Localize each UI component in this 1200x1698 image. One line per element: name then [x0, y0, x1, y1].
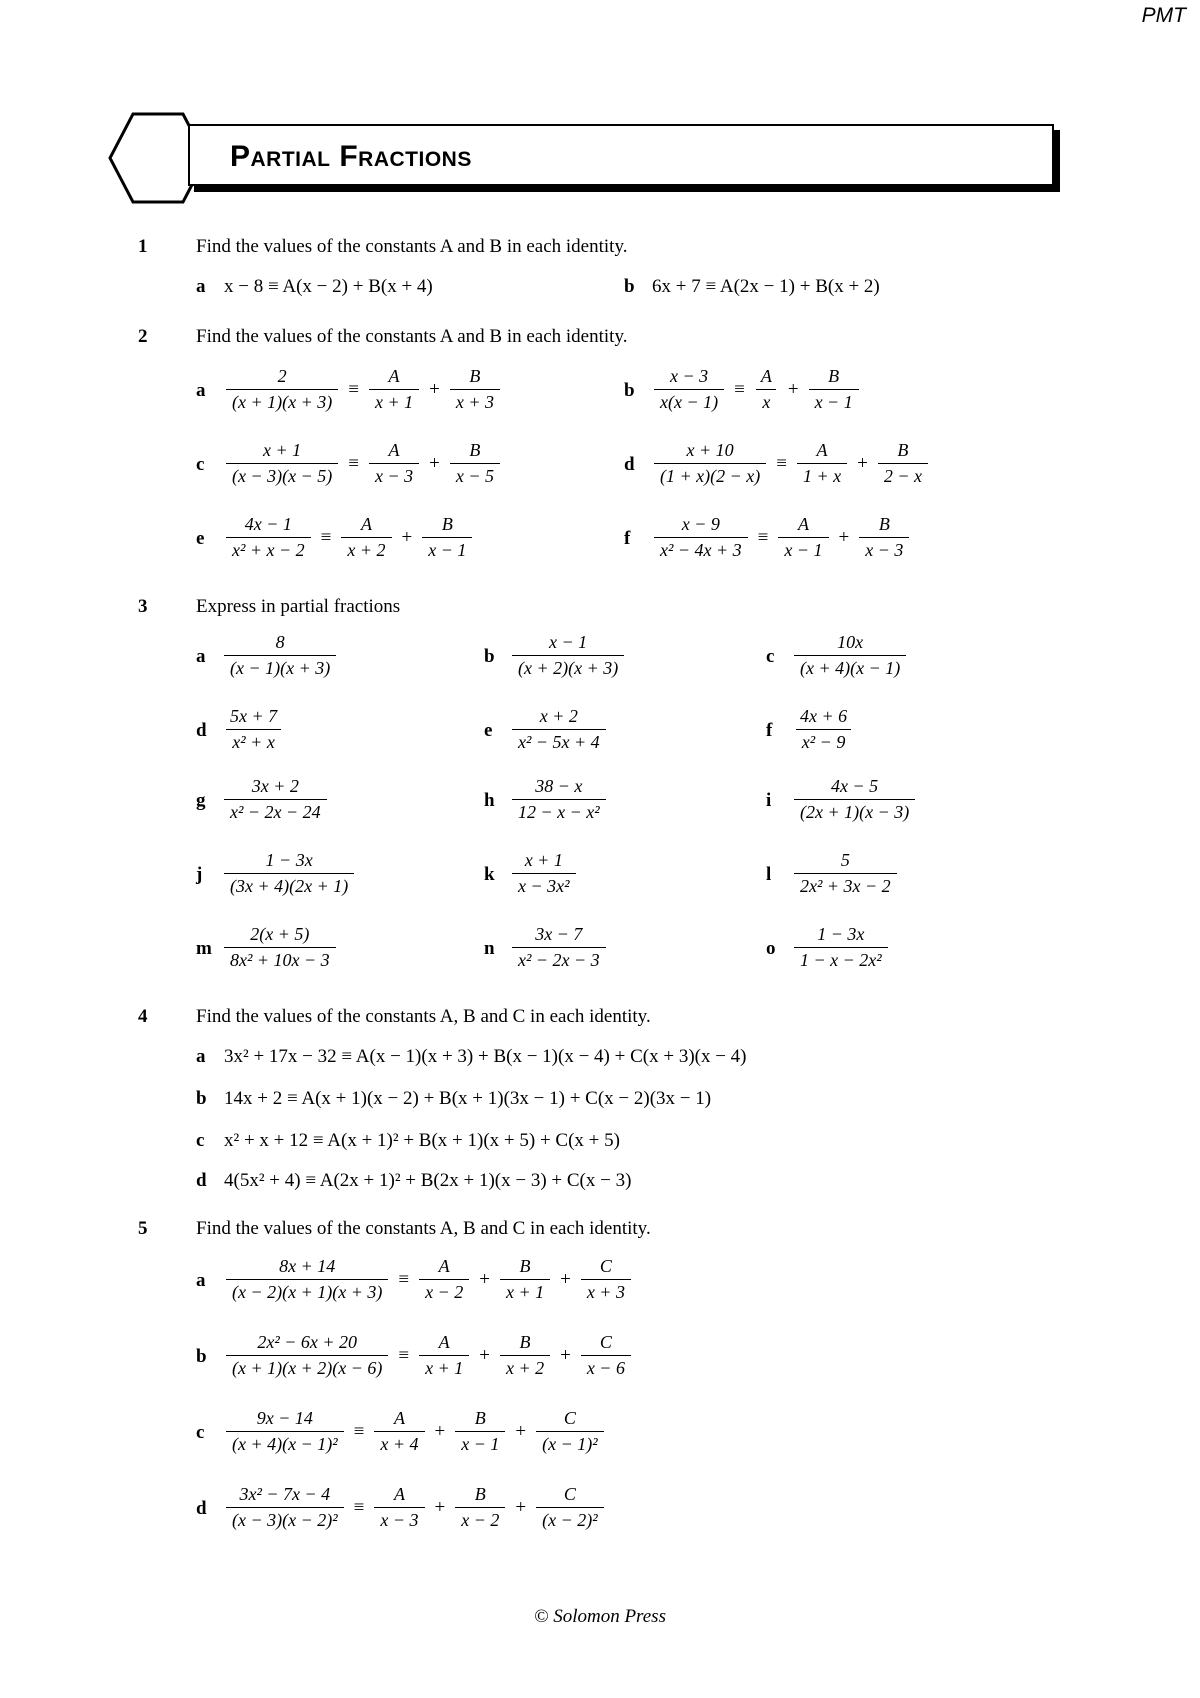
q3-h-expression-denominator: 12 − x − x²: [512, 799, 606, 823]
q3-part-f-fraction: [790, 706, 857, 753]
q2-e-lhs-denominator: x² + x − 2: [226, 537, 311, 561]
q3-part-k-fraction: [508, 850, 580, 897]
q3-part-b-fraction: [508, 632, 628, 679]
q5-c-term-a-denominator: x + 4: [374, 1431, 424, 1455]
q5-c-lhs-numerator: 9x − 14: [256, 1408, 313, 1428]
q3-l-expression: [794, 850, 897, 897]
equiv-symbol: ≡: [776, 452, 787, 474]
q5-part-c-identity: [222, 1408, 608, 1455]
q2-f-lhs: [654, 514, 748, 561]
q3-part-m-label: m: [196, 938, 212, 959]
question-4-prompt: Find the values of the constants A, B and C in each identity.: [196, 1006, 651, 1027]
q5-a-lhs: [226, 1256, 388, 1303]
q5-b-term-a: [419, 1332, 469, 1379]
q5-a-term-b: [500, 1256, 550, 1303]
q2-a-lhs: [226, 366, 338, 413]
q2-c-lhs-denominator: (x − 3)(x − 5): [226, 463, 338, 487]
q5-c-term-c: [536, 1408, 604, 1455]
q2-b-lhs-denominator: x(x − 1): [654, 389, 724, 413]
q3-i-expression: [794, 776, 915, 823]
q3-part-k-label: k: [484, 864, 495, 885]
equiv-symbol: ≡: [398, 1268, 410, 1290]
q3-part-o-fraction: [790, 924, 892, 971]
q3-f-expression-denominator: x² − 9: [796, 729, 852, 753]
q3-part-c-fraction: [790, 632, 910, 679]
q2-e-lhs: [226, 514, 311, 561]
q3-l-expression-denominator: 2x² + 3x − 2: [794, 873, 897, 897]
q2-e-term-a: [341, 514, 391, 561]
q3-e-expression: [512, 706, 606, 753]
q3-f-expression-numerator: 4x + 6: [800, 706, 848, 726]
q3-part-h-label: h: [484, 790, 495, 811]
q3-e-expression-numerator: x + 2: [539, 706, 578, 726]
q5-part-d-identity: [222, 1484, 608, 1531]
question-2-prompt: Find the values of the constants A and B in each identity.: [196, 326, 628, 347]
q5-b-term-a-numerator: A: [438, 1332, 450, 1352]
q2-f-lhs-denominator: x² − 4x + 3: [654, 537, 748, 561]
q5-d-term-a-numerator: A: [393, 1484, 405, 1504]
q2-d-term-b-denominator: 2 − x: [878, 463, 928, 487]
q3-part-j-label: j: [196, 864, 203, 885]
q3-part-g-label: g: [196, 790, 206, 811]
q2-c-term-a-denominator: x − 3: [369, 463, 419, 487]
q2-part-d-identity: [650, 440, 932, 487]
q5-b-lhs-numerator: 2x² − 6x + 20: [257, 1332, 358, 1352]
q5-c-term-b-denominator: x − 1: [455, 1431, 505, 1455]
q3-part-n-fraction: [508, 924, 610, 971]
q3-part-c-label: c: [766, 646, 775, 667]
q5-b-term-b: [500, 1332, 550, 1379]
q2-e-lhs-numerator: 4x − 1: [244, 514, 292, 534]
question-5-prompt: Find the values of the constants A, B and C in each identity.: [196, 1218, 651, 1239]
q2-c-lhs-numerator: x + 1: [263, 440, 302, 460]
q3-b-expression: [512, 632, 624, 679]
q2-part-f-label: f: [624, 528, 631, 549]
q2-e-term-b-denominator: x − 1: [422, 537, 472, 561]
q5-d-lhs-denominator: (x − 3)(x − 2)²: [226, 1507, 344, 1531]
q5-b-lhs: [226, 1332, 388, 1379]
q2-f-term-a-denominator: x − 1: [778, 537, 828, 561]
q2-part-b-label: b: [624, 380, 635, 401]
q2-b-term-a-numerator: A: [760, 366, 772, 386]
q5-part-b-identity: [222, 1332, 635, 1379]
q3-part-j-fraction: [220, 850, 358, 897]
q2-d-term-a: [797, 440, 847, 487]
page-tag: PMT: [1141, 4, 1186, 27]
question-1-number: 1: [138, 236, 148, 257]
q3-n-expression: [512, 924, 606, 971]
q3-part-l-fraction: [790, 850, 901, 897]
q3-b-expression-denominator: (x + 2)(x + 3): [512, 655, 624, 679]
question-5-number: 5: [138, 1218, 148, 1239]
q2-c-term-b-denominator: x − 5: [450, 463, 500, 487]
q2-b-term-b: [809, 366, 859, 413]
q3-c-expression-denominator: (x + 4)(x − 1): [794, 655, 906, 679]
q5-b-term-c-denominator: x − 6: [581, 1355, 631, 1379]
equiv-symbol: ≡: [320, 526, 332, 548]
q2-part-c-label: c: [196, 454, 205, 475]
q2-f-term-b-numerator: B: [878, 514, 890, 534]
question-1-prompt: Find the values of the constants A and B in each identity.: [196, 236, 628, 257]
q5-d-term-b: [455, 1484, 505, 1531]
q5-d-term-c-numerator: C: [563, 1484, 576, 1504]
q5-c-term-b: [455, 1408, 505, 1455]
plus-symbol: +: [787, 378, 799, 400]
q5-c-term-c-numerator: C: [563, 1408, 576, 1428]
q3-k-expression-numerator: x + 1: [524, 850, 563, 870]
q2-a-term-b-denominator: x + 3: [450, 389, 500, 413]
q2-a-term-a-denominator: x + 1: [369, 389, 419, 413]
q2-c-lhs: [226, 440, 338, 487]
q3-part-a-label: a: [196, 646, 206, 667]
q3-part-a-fraction: [220, 632, 340, 679]
q5-c-term-c-denominator: (x − 1)²: [536, 1431, 604, 1455]
plus-symbol: +: [857, 452, 868, 474]
q2-d-lhs: [654, 440, 766, 487]
q4-part-b-expression: 14x + 2 ≡ A(x + 1)(x − 2) + B(x + 1)(3x − 1) + C(x − 2)(3x − 1): [224, 1088, 712, 1109]
q2-d-lhs-numerator: x + 10: [686, 440, 734, 460]
q5-d-term-c-denominator: (x − 2)²: [536, 1507, 604, 1531]
q1-part-a-label: a: [196, 276, 206, 297]
equiv-symbol: ≡: [348, 452, 359, 474]
q4-part-b-label: b: [196, 1088, 207, 1109]
q3-part-b-label: b: [484, 646, 495, 667]
q3-o-expression-numerator: 1 − 3x: [817, 924, 865, 944]
question-3-prompt: Express in partial fractions: [196, 596, 401, 617]
q2-a-lhs-numerator: 2: [277, 366, 287, 386]
q3-part-i-fraction: [790, 776, 919, 823]
q5-a-lhs-numerator: 8x + 14: [279, 1256, 336, 1276]
q2-d-term-a-numerator: A: [816, 440, 828, 460]
q5-b-term-a-denominator: x + 1: [419, 1355, 469, 1379]
equiv-symbol: ≡: [353, 1496, 365, 1518]
q5-b-lhs-denominator: (x + 1)(x + 2)(x − 6): [226, 1355, 388, 1379]
plus-symbol: +: [515, 1496, 527, 1518]
q3-j-expression-numerator: 1 − 3x: [265, 850, 313, 870]
plus-symbol: +: [429, 378, 440, 400]
q2-c-term-b-numerator: B: [469, 440, 481, 460]
q4-part-c-expression: x² + x + 12 ≡ A(x + 1)² + B(x + 1)(x + 5) + C(x + 5): [224, 1130, 620, 1151]
q5-c-lhs: [226, 1408, 344, 1455]
equiv-symbol: ≡: [348, 378, 359, 400]
q2-c-term-b: [450, 440, 500, 487]
question-2-number: 2: [138, 326, 148, 347]
equiv-symbol: ≡: [734, 378, 745, 400]
q3-j-expression: [224, 850, 354, 897]
q1-part-b-expression: 6x + 7 ≡ A(2x − 1) + B(x + 2): [652, 276, 880, 297]
q3-part-e-label: e: [484, 720, 493, 741]
q5-c-term-a: [374, 1408, 424, 1455]
q3-part-d-fraction: [220, 706, 287, 753]
q2-a-term-b-numerator: B: [469, 366, 481, 386]
q5-d-term-b-numerator: B: [474, 1484, 486, 1504]
q2-part-b-identity: [650, 366, 863, 413]
q2-e-term-b: [422, 514, 472, 561]
q3-part-d-label: d: [196, 720, 207, 741]
q2-part-c-identity: [222, 440, 504, 487]
q5-part-d-label: d: [196, 1498, 207, 1519]
q3-part-m-fraction: [220, 924, 340, 971]
q2-f-term-b-denominator: x − 3: [859, 537, 909, 561]
q3-m-expression-denominator: 8x² + 10x − 3: [224, 947, 336, 971]
q3-c-expression-numerator: 10x: [837, 632, 864, 652]
q2-part-a-label: a: [196, 380, 206, 401]
q2-part-e-label: e: [196, 528, 205, 549]
q5-a-lhs-denominator: (x − 2)(x + 1)(x + 3): [226, 1279, 388, 1303]
plus-symbol: +: [838, 526, 850, 548]
q2-b-term-a-denominator: x: [756, 389, 776, 413]
q5-d-term-b-denominator: x − 2: [455, 1507, 505, 1531]
q5-a-term-a-numerator: A: [438, 1256, 450, 1276]
q3-a-expression-denominator: (x − 1)(x + 3): [224, 655, 336, 679]
q2-e-term-a-numerator: A: [360, 514, 372, 534]
q4-part-d-expression: 4(5x² + 4) ≡ A(2x + 1)² + B(2x + 1)(x − 3) + C(x − 3): [224, 1170, 632, 1191]
q5-a-term-b-denominator: x + 1: [500, 1279, 550, 1303]
q3-c-expression: [794, 632, 906, 679]
q5-part-b-label: b: [196, 1346, 207, 1367]
q4-part-a-expression: 3x² + 17x − 32 ≡ A(x − 1)(x + 3) + B(x − 1)(x − 4) + C(x + 3)(x − 4): [224, 1046, 747, 1067]
q2-f-lhs-numerator: x − 9: [681, 514, 720, 534]
q2-part-a-identity: [222, 366, 504, 413]
q3-d-expression-denominator: x² + x: [226, 729, 281, 753]
q3-i-expression-numerator: 4x − 5: [831, 776, 879, 796]
q2-f-term-a: [778, 514, 828, 561]
q3-part-l-label: l: [766, 864, 772, 885]
q3-d-expression-numerator: 5x + 7: [230, 706, 278, 726]
q3-n-expression-denominator: x² − 2x − 3: [512, 947, 606, 971]
q5-c-term-b-numerator: B: [474, 1408, 486, 1428]
q2-part-f-identity: [650, 514, 913, 561]
q1-part-a-expression: x − 8 ≡ A(x − 2) + B(x + 4): [224, 276, 433, 297]
q3-a-expression: [224, 632, 336, 679]
q2-c-term-a: [369, 440, 419, 487]
q3-part-o-label: o: [766, 938, 776, 959]
plus-symbol: +: [560, 1268, 571, 1290]
q2-e-term-b-numerator: B: [441, 514, 453, 534]
q3-h-expression: [512, 776, 606, 823]
q5-part-c-label: c: [196, 1422, 205, 1443]
footer-copyright: © Solomon Press: [534, 1606, 666, 1627]
q5-part-a-label: a: [196, 1270, 206, 1291]
q4-part-a-label: a: [196, 1046, 206, 1067]
q2-f-term-a-numerator: A: [797, 514, 809, 534]
q2-b-term-b-numerator: B: [828, 366, 840, 386]
q5-d-lhs-numerator: 3x² − 7x − 4: [239, 1484, 331, 1504]
q3-k-expression-denominator: x − 3x²: [512, 873, 576, 897]
question-3-number: 3: [138, 596, 148, 617]
q3-a-expression-numerator: 8: [275, 632, 285, 652]
q2-part-e-identity: [222, 514, 476, 561]
q3-b-expression-numerator: x − 1: [549, 632, 588, 652]
q5-d-term-a-denominator: x − 3: [374, 1507, 424, 1531]
equiv-symbol: ≡: [757, 526, 769, 548]
q1-part-b-label: b: [624, 276, 635, 297]
q3-part-h-fraction: [508, 776, 610, 823]
q5-part-a-identity: [222, 1256, 635, 1303]
plus-symbol: +: [479, 1344, 490, 1366]
q2-b-term-b-denominator: x − 1: [809, 389, 859, 413]
q3-k-expression: [512, 850, 576, 897]
q2-d-term-a-denominator: 1 + x: [797, 463, 847, 487]
q3-l-expression-numerator: 5: [840, 850, 850, 870]
q3-part-e-fraction: [508, 706, 610, 753]
q3-n-expression-numerator: 3x − 7: [535, 924, 583, 944]
q5-b-term-c: [581, 1332, 631, 1379]
q2-a-term-b: [450, 366, 500, 413]
q2-d-term-b-numerator: B: [897, 440, 909, 460]
q3-part-f-label: f: [766, 720, 773, 741]
q2-f-term-b: [859, 514, 909, 561]
q2-part-d-label: d: [624, 454, 635, 475]
q3-g-expression: [224, 776, 327, 823]
q2-d-term-b: [878, 440, 928, 487]
q3-f-expression: [794, 706, 853, 753]
plus-symbol: +: [479, 1268, 490, 1290]
q2-b-lhs-numerator: x − 3: [669, 366, 709, 386]
equiv-symbol: ≡: [353, 1420, 365, 1442]
q3-d-expression: [224, 706, 283, 753]
plus-symbol: +: [560, 1344, 571, 1366]
q3-part-g-fraction: [220, 776, 331, 823]
q2-b-lhs: [654, 366, 724, 413]
q5-a-term-a-denominator: x − 2: [419, 1279, 469, 1303]
q5-b-term-b-numerator: B: [519, 1332, 531, 1352]
q2-a-term-a: [369, 366, 419, 413]
q2-d-lhs-denominator: (1 + x)(2 − x): [654, 463, 766, 487]
q3-o-expression: [794, 924, 888, 971]
q5-d-lhs: [226, 1484, 344, 1531]
q2-a-lhs-denominator: (x + 1)(x + 3): [226, 389, 338, 413]
q3-m-expression: [224, 924, 336, 971]
q3-o-expression-denominator: 1 − x − 2x²: [794, 947, 888, 971]
q5-b-term-b-denominator: x + 2: [500, 1355, 550, 1379]
q5-a-term-a: [419, 1256, 469, 1303]
q3-h-expression-numerator: 38 − x: [535, 776, 583, 796]
plus-symbol: +: [429, 452, 440, 474]
equiv-symbol: ≡: [398, 1344, 410, 1366]
q2-e-term-a-denominator: x + 2: [341, 537, 391, 561]
q5-b-term-c-numerator: C: [599, 1332, 612, 1352]
q5-a-term-b-numerator: B: [519, 1256, 531, 1276]
q2-c-term-a-numerator: A: [388, 440, 400, 460]
question-4-number: 4: [138, 1006, 148, 1027]
q3-j-expression-denominator: (3x + 4)(2x + 1): [224, 873, 354, 897]
q4-part-d-label: d: [196, 1170, 207, 1191]
q5-c-lhs-denominator: (x + 4)(x − 1)²: [226, 1431, 344, 1455]
q3-part-i-label: i: [766, 790, 772, 811]
q5-a-term-c-numerator: C: [599, 1256, 612, 1276]
q5-d-term-a: [374, 1484, 424, 1531]
q3-m-expression-numerator: 2(x + 5): [250, 924, 310, 944]
q4-part-c-label: c: [196, 1130, 205, 1151]
q2-b-term-a: [755, 366, 778, 413]
q5-c-term-a-numerator: A: [393, 1408, 405, 1428]
q5-a-term-c: [581, 1256, 631, 1303]
q5-a-term-c-denominator: x + 3: [581, 1279, 631, 1303]
plus-symbol: +: [401, 526, 413, 548]
q5-d-term-c: [536, 1484, 604, 1531]
plus-symbol: +: [434, 1420, 446, 1442]
page-title: Partial Fractions: [230, 140, 472, 173]
q3-part-n-label: n: [484, 938, 495, 959]
title-banner: [108, 112, 1068, 204]
q2-a-term-a-numerator: A: [388, 366, 400, 386]
plus-symbol: +: [434, 1496, 446, 1518]
q3-i-expression-denominator: (2x + 1)(x − 3): [794, 799, 915, 823]
q3-g-expression-numerator: 3x + 2: [251, 776, 299, 796]
plus-symbol: +: [515, 1420, 527, 1442]
q3-e-expression-denominator: x² − 5x + 4: [512, 729, 606, 753]
q3-g-expression-denominator: x² − 2x − 24: [224, 799, 327, 823]
